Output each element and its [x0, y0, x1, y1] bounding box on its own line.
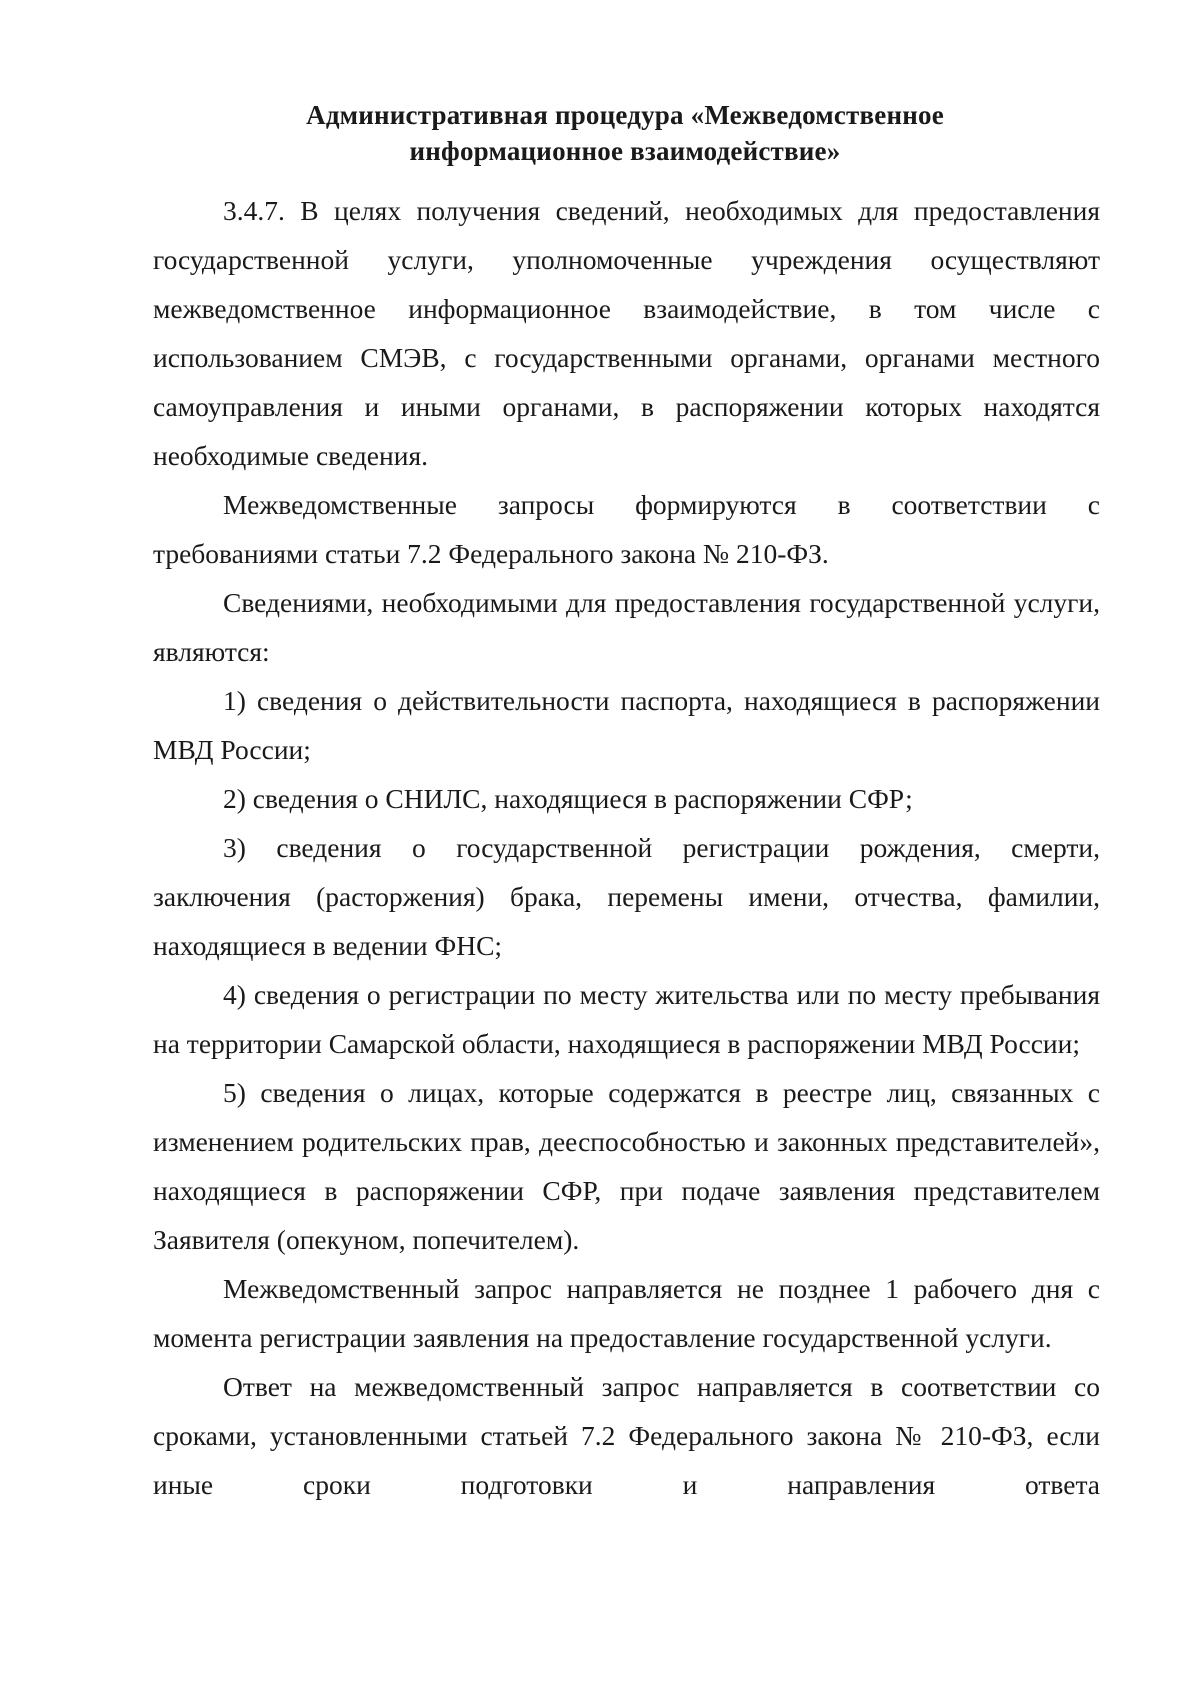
- list-item-3: 3) сведения о государственной регистрации рождения, смерти, заключения (расторжения) брака, перемены имени, отчества, фамилии, находящиеся в ведении ФНС;: [153, 832, 1100, 961]
- paragraph-3-4-7: 3.4.7. В целях получения сведений, необходимых для предоставления государственной услуги, уполномоченные учреждения осуществляют межведомственное информационное взаимодействие, в том числе с использованием СМЭВ, с государственными органами, органами местного самоуправления и иными органами, в распоряжении которых находятся необходимые сведения.: [153, 195, 1100, 471]
- list-item-2: 2) сведения о СНИЛС, находящиеся в распоряжении СФР;: [223, 783, 913, 814]
- paragraph-request-deadline: Межведомственный запрос направляется не позднее 1 рабочего дня с момента регистрации заявления на предоставление государственной услуги.: [153, 1273, 1100, 1353]
- paragraph-required-info-intro: Сведениями, необходимыми для предоставления государственной услуги, являются:: [153, 587, 1100, 667]
- list-item-1: 1) сведения о действительности паспорта, находящиеся в распоряжении МВД России;: [153, 685, 1100, 765]
- title-line-1: Административная процедура «Межведомственное: [306, 100, 944, 130]
- document-body: [153, 186, 1100, 1509]
- list-item-4: 4) сведения о регистрации по месту жительства или по месту пребывания на территории Самарской области, находящиеся в распоряжении МВД России;: [153, 979, 1100, 1059]
- paragraph-response-terms: Ответ на межведомственный запрос направляется в соответствии со сроками, установленными статьей 7.2 Федерального закона № 210-ФЗ, если иные сроки подготовки и направления ответа: [153, 1371, 1100, 1500]
- title-line-2: информационное взаимодействие»: [409, 136, 841, 166]
- document-title: [150, 97, 1100, 169]
- paragraph-interagency-requests: Межведомственные запросы формируются в соответствии с требованиями статьи 7.2 Федерального закона № 210-ФЗ.: [153, 489, 1100, 569]
- list-item-5: 5) сведения о лицах, которые содержатся в реестре лиц, связанных с изменением родительских прав, дееспособностью и законных представителей», находящиеся в распоряжении СФР, при подаче заявления представителем Заявителя (опекуном, попечителем).: [153, 1077, 1100, 1255]
